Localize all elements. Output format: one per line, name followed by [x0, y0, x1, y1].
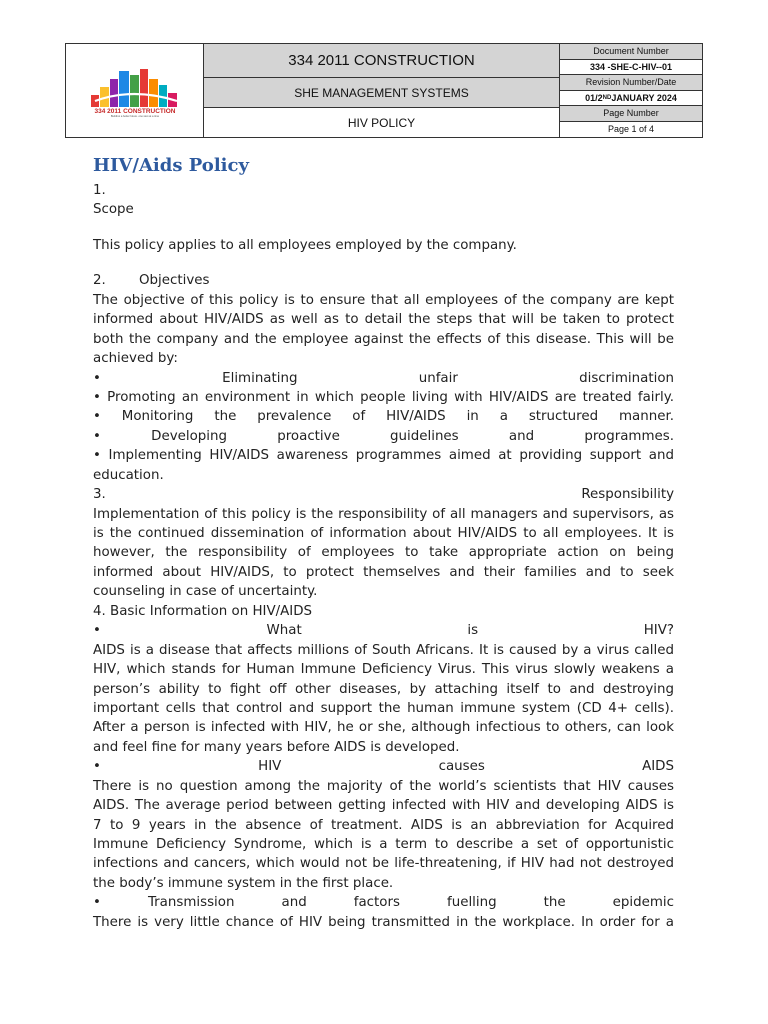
header-title-cells — [204, 44, 560, 137]
paragraph-line: After a person is infected with HIV, he or she, although infectious to others, can look — [93, 720, 674, 736]
section-heading: 2. Objectives — [93, 273, 210, 289]
logo-tagline: Building a better future, one step at a time — [110, 114, 159, 117]
paragraph-line: Immune Deficiency Syndrome, which is a term to describe a set of opportunistic — [93, 837, 674, 852]
logo-cell — [66, 44, 204, 137]
section-heading: 3. Responsibility — [93, 487, 674, 503]
paragraph-line: 7 to 9 years in the absence of treatment. AIDS is an abbreviation for Acquired — [93, 817, 674, 833]
paragraph-line: AIDS. The average period between getting infected with HIV and developing AIDS is — [93, 798, 674, 814]
logo-text: 334 2011 CONSTRUCTION — [94, 107, 175, 115]
bullet-item: • Promoting an environment in which people living with HIV/AIDS are treated fairly. — [93, 389, 674, 405]
document-number-label: Document Number — [560, 44, 702, 60]
paragraph-line: HIV, which stands for Human Immune Deficiency Virus. This virus slowly weakens a — [93, 662, 674, 678]
paragraph: This policy applies to all employees employed by the company. — [93, 237, 517, 253]
paragraph-line: There is very little chance of HIV being transmitted in the workplace. In order for a — [93, 914, 674, 930]
bullet-heading: • What is HIV? — [93, 623, 674, 639]
paragraph-line: infections and cancers, which would not be life-threatening, if HIV had not destroyed — [93, 856, 674, 872]
page-title: HIV/Aids Policy — [93, 155, 249, 176]
document-number: 334 -SHE-C-HIV--01 — [560, 60, 702, 76]
bullet-heading: • HIV causes AIDS — [93, 759, 674, 775]
paragraph-line: achieved by: — [93, 351, 178, 367]
bullet-heading: • Transmission and factors fuelling the epidemic — [93, 895, 674, 911]
document-body — [93, 151, 674, 932]
company-name: 334 2011 CONSTRUCTION — [204, 44, 559, 78]
bullet-item: • Developing proactive guidelines and programmes. — [93, 428, 674, 444]
page-number: Page 1 of 4 — [607, 124, 655, 135]
paragraph-line: is the continued dissemination of information about HIV/AIDS to all employees. It is — [93, 526, 674, 541]
document-meta — [560, 44, 702, 137]
section-title: Scope — [93, 202, 134, 218]
page-number-label: Page Number — [560, 106, 702, 122]
company-logo — [83, 65, 187, 117]
paragraph-line: both the company and the employee against the effects of this disease. This will be — [93, 331, 674, 347]
section-number: 1. — [93, 183, 106, 198]
paragraph-line: person’s ability to fight off other diseases, by attaching itself to and destroying — [93, 681, 674, 697]
paragraph-line: The objective of this policy is to ensure that all employees of the company are kept — [93, 292, 674, 308]
bullet-item-continued: education. — [93, 467, 164, 483]
paragraph-line: informed about HIV/AIDS as well as to detail the steps that will be taken to protect — [93, 312, 674, 328]
revision-label: Revision Number/Date — [560, 75, 702, 91]
paragraph-line: important cells that control and support the human immune system (CD 4+ cells). — [93, 700, 674, 716]
section-heading: 4. Basic Information on HIV/AIDS — [93, 603, 313, 619]
bullet-item: • Monitoring the prevalence of HIV/AIDS in a structured manner. — [93, 409, 674, 425]
policy-name: HIV POLICY — [347, 115, 416, 130]
paragraph-line: AIDS is a disease that affects millions of South Africans. It is caused by a virus called — [93, 642, 674, 658]
paragraph-line: and feel fine for many years before AIDS is developed. — [93, 739, 460, 755]
bullet-item: • Eliminating unfair discrimination — [93, 370, 674, 386]
paragraph-line: however, the responsibility of employees to take appropriate action on being — [93, 545, 674, 561]
paragraph-line: Implementation of this policy is the responsibility of all managers and supervisors, as — [93, 506, 674, 522]
paragraph-line: There is no question among the majority of the world’s scientists that HIV causes — [93, 778, 674, 794]
management-system: SHE MANAGEMENT SYSTEMS — [204, 78, 559, 108]
paragraph-line: counseling in case of uncertainty. — [93, 584, 318, 600]
revision-date: 01/2 ND JANUARY 2024 — [560, 91, 702, 107]
document-header — [65, 43, 703, 138]
bullet-item: • Implementing HIV/AIDS awareness programmes aimed at providing support and — [93, 448, 674, 464]
paragraph-line: the body’s immune system in the first place. — [93, 875, 394, 891]
paragraph-line: informed about HIV/AIDS, to protect themselves and their families and to seek — [93, 564, 674, 580]
